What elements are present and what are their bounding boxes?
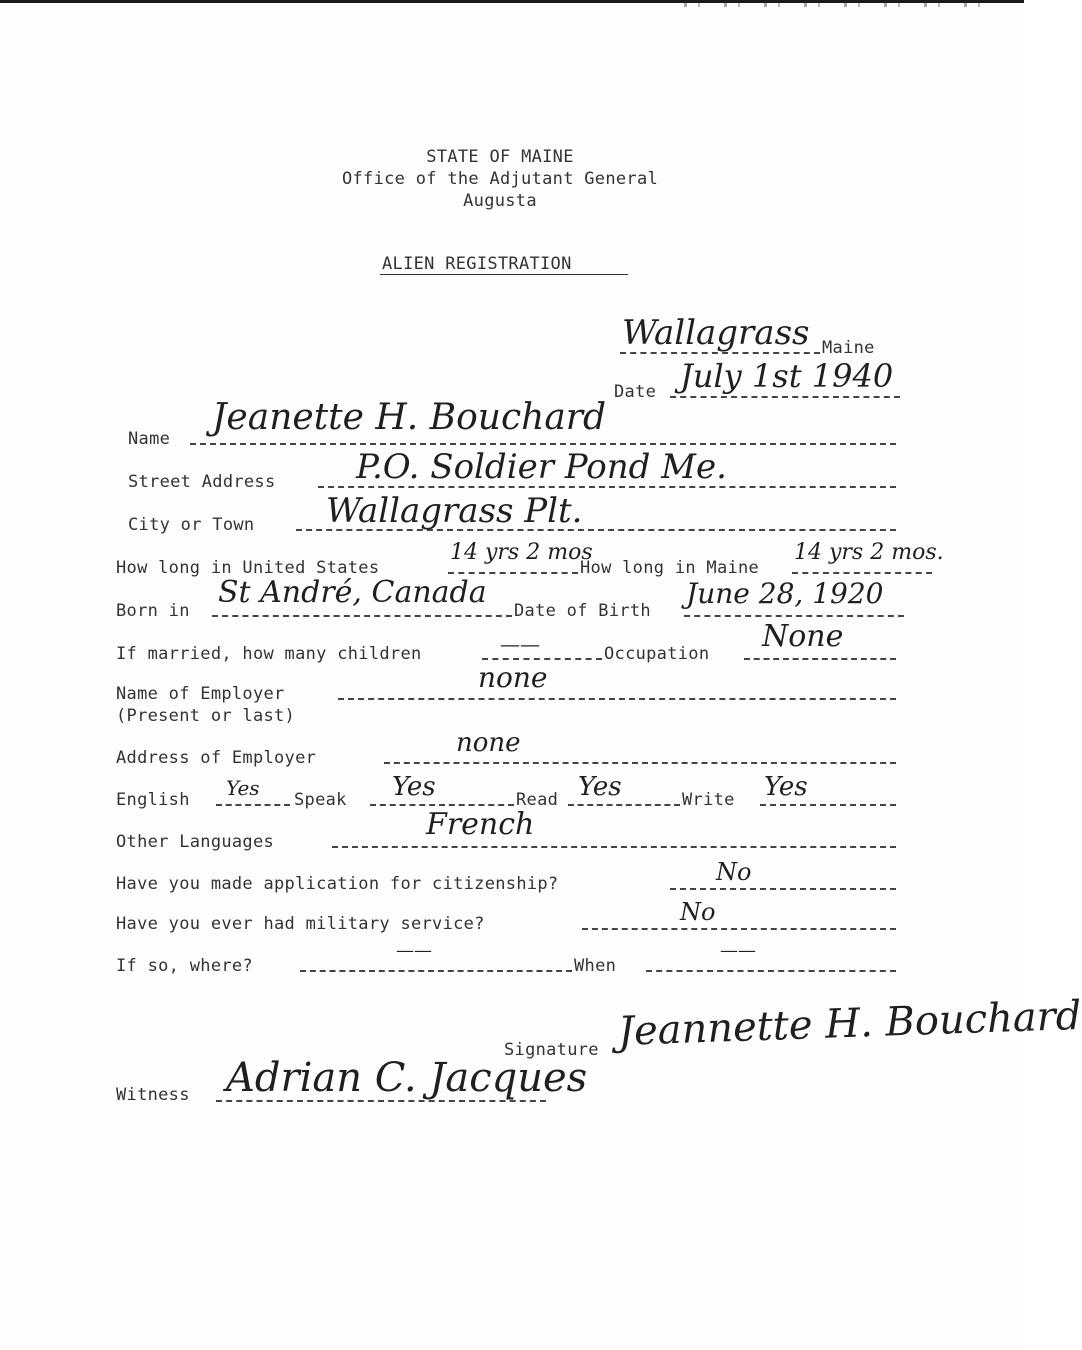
citizenship-label: Have you made application for citizenship? bbox=[116, 874, 559, 894]
military-value: No bbox=[680, 898, 716, 926]
form-title: ALIEN REGISTRATION bbox=[382, 254, 572, 274]
when-value: —— bbox=[720, 940, 756, 961]
employer-label: Name of Employer bbox=[116, 684, 285, 704]
occupation-line bbox=[744, 658, 896, 660]
military-line bbox=[582, 928, 896, 930]
date-value: July 1st 1940 bbox=[680, 357, 894, 395]
children-line bbox=[482, 658, 602, 660]
born-in-line bbox=[212, 615, 512, 617]
speak-label: Speak bbox=[294, 790, 347, 810]
street-value: P.O. Soldier Pond Me. bbox=[356, 447, 727, 487]
english-line bbox=[216, 804, 290, 806]
us-duration-label: How long in United States bbox=[116, 558, 380, 578]
form-title-underline bbox=[380, 274, 628, 275]
dob-value: June 28, 1920 bbox=[686, 577, 884, 610]
write-label: Write bbox=[682, 790, 735, 810]
us-duration-value: 14 yrs 2 mos bbox=[450, 540, 593, 565]
date-label: Date bbox=[614, 382, 657, 402]
signature-value: Jeannette H. Bouchard bbox=[617, 992, 1082, 1055]
employer-sublabel: (Present or last) bbox=[116, 706, 296, 726]
born-in-label: Born in bbox=[116, 601, 190, 621]
occupation-value: None bbox=[762, 619, 844, 654]
location-suffix: Maine bbox=[822, 338, 875, 358]
where-label: If so, where? bbox=[116, 956, 253, 976]
english-label: English bbox=[116, 790, 190, 810]
maine-duration-label: How long in Maine bbox=[580, 558, 760, 578]
write-line bbox=[760, 804, 896, 806]
header-office: Office of the Adjutant General bbox=[341, 169, 659, 189]
speak-value: Yes bbox=[392, 772, 436, 802]
read-value: Yes bbox=[578, 772, 622, 802]
speak-line bbox=[370, 804, 514, 806]
street-label: Street Address bbox=[128, 472, 276, 492]
dob-label: Date of Birth bbox=[514, 601, 651, 621]
header-state: STATE OF MAINE bbox=[426, 147, 574, 167]
scan-artifact bbox=[684, 3, 984, 7]
maine-duration-value: 14 yrs 2 mos. bbox=[794, 540, 944, 565]
city-value: Wallagrass Plt. bbox=[326, 491, 583, 531]
military-label: Have you ever had military service? bbox=[116, 914, 485, 934]
citizenship-line bbox=[670, 888, 896, 890]
employer-address-line bbox=[384, 762, 896, 764]
employer-value: none bbox=[478, 661, 548, 694]
children-label: If married, how many children bbox=[116, 644, 422, 664]
occupation-label: Occupation bbox=[604, 644, 710, 664]
maine-duration-line bbox=[792, 572, 932, 574]
other-languages-value: French bbox=[426, 807, 535, 842]
other-languages-line bbox=[332, 846, 896, 848]
employer-address-value: none bbox=[456, 728, 521, 758]
where-line bbox=[300, 970, 572, 972]
header-city: Augusta bbox=[463, 191, 537, 211]
employer-address-label: Address of Employer bbox=[116, 748, 317, 768]
city-label: City or Town bbox=[128, 515, 255, 535]
read-label: Read bbox=[516, 790, 559, 810]
read-line bbox=[568, 804, 680, 806]
dob-line bbox=[684, 615, 904, 617]
children-value: —— bbox=[500, 632, 540, 656]
name-value: Jeanette H. Bouchard bbox=[212, 397, 607, 438]
when-label: When bbox=[574, 956, 617, 976]
citizenship-value: No bbox=[716, 858, 752, 886]
name-label: Name bbox=[128, 429, 171, 449]
born-in-value: St André, Canada bbox=[218, 575, 487, 610]
us-duration-line bbox=[448, 572, 578, 574]
english-value: Yes bbox=[226, 776, 260, 800]
signature-label: Signature bbox=[504, 1040, 599, 1060]
where-value: —— bbox=[396, 940, 432, 961]
write-value: Yes bbox=[764, 772, 808, 802]
location-value: Wallagrass bbox=[622, 313, 810, 353]
witness-value: Adrian C. Jacques bbox=[226, 1055, 588, 1101]
employer-line bbox=[338, 698, 896, 700]
name-line bbox=[190, 443, 896, 445]
other-languages-label: Other Languages bbox=[116, 832, 275, 852]
witness-label: Witness bbox=[116, 1085, 190, 1105]
when-line bbox=[646, 970, 896, 972]
date-line bbox=[670, 396, 900, 398]
